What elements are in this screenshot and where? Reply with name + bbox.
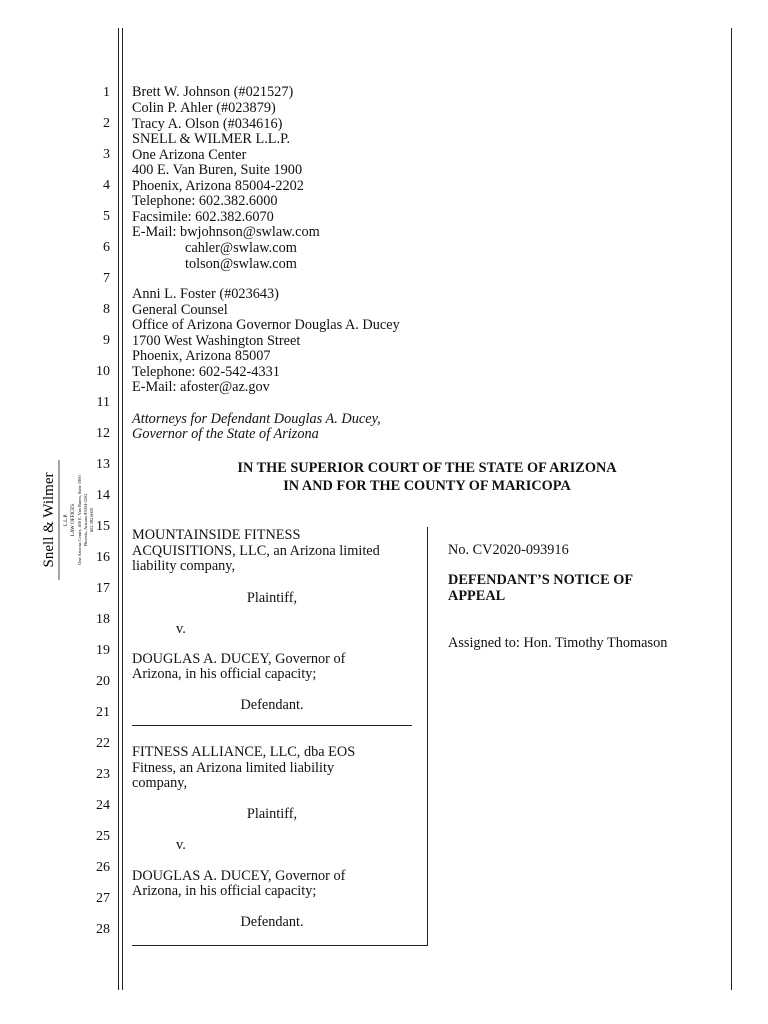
line-number: 19 [96, 643, 110, 658]
court-heading: IN THE SUPERIOR COURT OF THE STATE OF ARIZONA [237, 460, 617, 476]
defendant-line: DOUGLAS A. DUCEY, Governor of [132, 651, 346, 667]
firm-address-1: One Arizona Center, 400 E. Van Buren, Suite 1900 [77, 475, 82, 565]
defendant-line: DOUGLAS A. DUCEY, Governor of [132, 868, 346, 884]
counsel-line: Phoenix, Arizona 85004-2202 [132, 178, 304, 194]
line-number: 22 [96, 736, 110, 751]
counsel-line: One Arizona Center [132, 147, 247, 163]
right-margin-rule [731, 28, 732, 990]
line-number: 8 [103, 302, 110, 317]
counsel-line: Telephone: 602.382.6000 [132, 193, 278, 209]
line-number: 18 [96, 612, 110, 627]
line-number: 5 [103, 209, 110, 224]
counsel-line: Colin P. Ahler (#023879) [132, 100, 276, 116]
counsel-email-line: cahler@swlaw.com [185, 240, 297, 256]
defendant-role: Defendant. [240, 697, 304, 713]
line-number: 2 [103, 116, 110, 131]
line-number: 9 [103, 333, 110, 348]
counsel-line: Phoenix, Arizona 85007 [132, 348, 271, 364]
counsel-email-line: tolson@swlaw.com [185, 256, 297, 272]
counsel-line: Telephone: 602-542-4331 [132, 364, 280, 380]
counsel-line: General Counsel [132, 302, 228, 318]
line-number: 11 [96, 395, 110, 410]
plaintiff-role: Plaintiff, [246, 806, 298, 822]
line-number: 25 [96, 829, 110, 844]
plaintiff-line: MOUNTAINSIDE FITNESS [132, 527, 301, 543]
line-number: 4 [103, 178, 110, 193]
line-number: 12 [96, 426, 110, 441]
counsel-line: Facsimile: 602.382.6070 [132, 209, 274, 225]
versus: v. [176, 837, 186, 853]
counsel-line: 400 E. Van Buren, Suite 1900 [132, 162, 303, 178]
counsel-line: Office of Arizona Governor Douglas A. Ducey [132, 317, 400, 333]
caption-bottom-line [132, 945, 428, 946]
counsel-line: 1700 West Washington Street [132, 333, 301, 349]
court-heading: IN AND FOR THE COUNTY OF MARICOPA [283, 478, 571, 494]
line-number: 23 [96, 767, 110, 782]
caption-divider [427, 527, 428, 945]
case-number: No. CV2020-093916 [448, 542, 569, 558]
plaintiff-role: Plaintiff, [246, 590, 298, 606]
line-number: 1 [103, 85, 110, 100]
firm-address-2: Phoenix, Arizona 85004-2202 [83, 493, 88, 547]
line-number: 28 [96, 922, 110, 937]
caption-separator [132, 725, 412, 726]
defendant-role: Defendant. [240, 914, 304, 930]
line-number: 14 [96, 488, 110, 503]
left-margin-rule-inner [122, 28, 123, 990]
assigned-judge: Assigned to: Hon. Timothy Thomason [448, 635, 668, 651]
line-number: 17 [96, 581, 110, 596]
line-number: 3 [103, 147, 110, 162]
plaintiff-line: Fitness, an Arizona limited liability [132, 760, 335, 776]
line-number: 24 [96, 798, 110, 813]
line-number: 10 [96, 364, 110, 379]
versus: v. [176, 621, 186, 637]
counsel-line: SNELL & WILMER L.L.P. [132, 131, 291, 147]
attorneys-for-line: Attorneys for Defendant Douglas A. Ducey, [132, 411, 381, 427]
counsel-email-line: E-Mail: bwjohnson@swlaw.com [132, 224, 320, 240]
counsel-line: Anni L. Foster (#023643) [132, 286, 279, 302]
line-number: 26 [96, 860, 110, 875]
defendant-line: Arizona, in his official capacity; [132, 666, 317, 682]
left-margin-rule [118, 28, 119, 990]
counsel-line: Tracy A. Olson (#034616) [132, 116, 283, 132]
line-number: 15 [96, 519, 110, 534]
document-title: DEFENDANT’S NOTICE OF [448, 572, 634, 588]
plaintiff-line: liability company, [132, 558, 236, 574]
attorneys-for-line: Governor of the State of Arizona [132, 426, 319, 442]
plaintiff-line: FITNESS ALLIANCE, LLC, dba EOS [132, 744, 356, 760]
line-number: 13 [96, 457, 110, 472]
document-title: APPEAL [448, 588, 506, 604]
line-number: 27 [96, 891, 110, 906]
counsel-line: E-Mail: afoster@az.gov [132, 379, 270, 395]
defendant-line: Arizona, in his official capacity; [132, 883, 317, 899]
firm-law-offices: LAW OFFICES [71, 503, 76, 537]
firm-llp: L.L.P. [64, 513, 69, 527]
plaintiff-line: company, [132, 775, 188, 791]
line-number: 21 [96, 705, 110, 720]
line-number: 20 [96, 674, 110, 689]
counsel-line: Brett W. Johnson (#021527) [132, 84, 294, 100]
firm-phone: 602.382.6000 [89, 507, 94, 533]
line-number: 16 [96, 550, 110, 565]
line-number: 7 [103, 271, 110, 286]
plaintiff-line: ACQUISITIONS, LLC, an Arizona limited [132, 543, 380, 559]
line-number: 6 [103, 240, 110, 255]
firm-name: Snell & Wilmer [41, 472, 57, 568]
